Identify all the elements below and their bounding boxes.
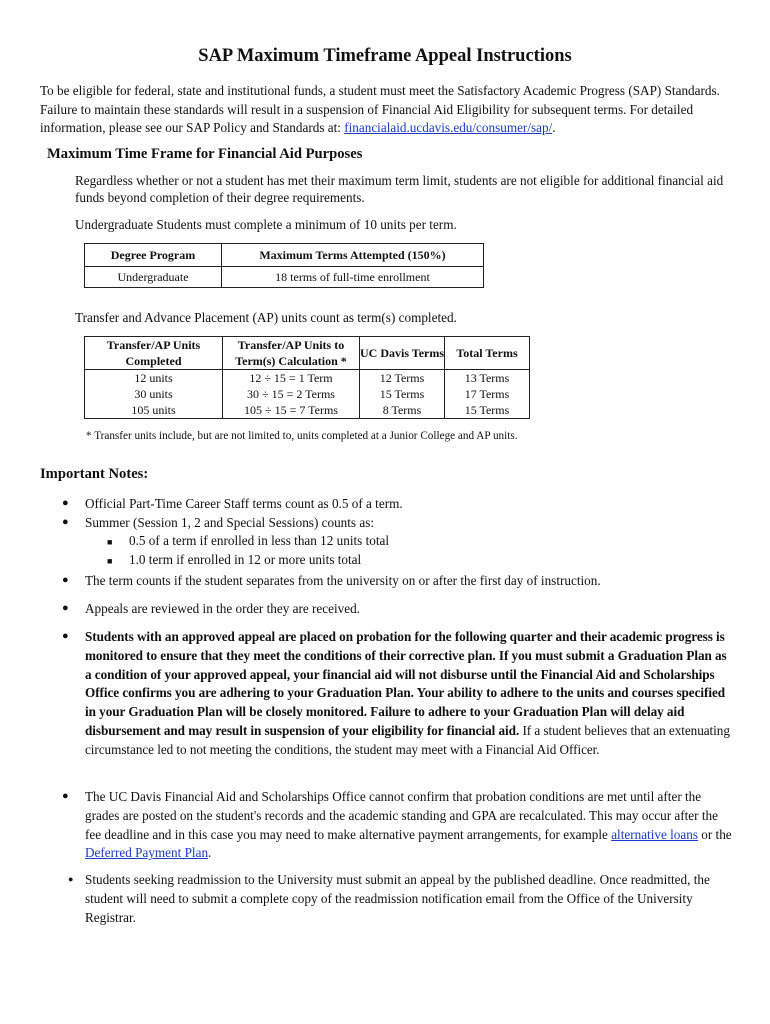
table-cell: 30 units	[85, 386, 223, 402]
bullet-icon: ●	[62, 497, 69, 509]
note-summer-sub-2: 1.0 term if enrolled in 12 or more units total	[129, 552, 362, 567]
table-cell: 12 ÷ 15 = 1 Term	[223, 370, 360, 387]
table-header: Degree Program	[85, 244, 222, 267]
square-bullet-icon: ■	[107, 556, 113, 566]
intro-text: To be eligible for federal, state and institutional funds, a student must meet the Satisfactory Academic Progress (SAP) Standards. Failure to maintain these standards will result in a suspension of Financial Aid Eligibility for subsequent terms. For detailed information, please see our SAP Policy and Standards at:	[40, 83, 720, 136]
table-cell: 15 Terms	[445, 402, 530, 419]
section-paragraph-3: Transfer and Advance Placement (AP) units count as term(s) completed.	[75, 310, 457, 325]
table-cell: 15 Terms	[360, 386, 445, 402]
table-cell: 8 Terms	[360, 402, 445, 419]
bullet-icon: ●	[62, 790, 69, 802]
table-row	[85, 267, 484, 288]
transfer-units-table	[84, 336, 530, 419]
note-grades-posted	[85, 788, 735, 863]
intro-paragraph	[40, 82, 740, 138]
note-term-counts: The term counts if the student separates from the university on or after the first day of instruction.	[85, 573, 601, 588]
square-bullet-icon: ■	[107, 537, 113, 547]
table-cell: 12 units	[85, 370, 223, 387]
table-cell: 30 ÷ 15 = 2 Terms	[223, 386, 360, 402]
note-probation-rest: If a student believes that an extenuating circumstance led to not meeting the conditions, the student may meet with a Financial Aid Officer.	[85, 722, 730, 757]
table-header: Maximum Terms Attempted (150%)	[222, 244, 484, 267]
table-cell: 17 Terms	[445, 386, 530, 402]
note-grades-text: The UC Davis Financial Aid and Scholarships Office cannot confirm that probation conditions are met until after the grades are posted on the student's records and the academic standing and GPA are recalculated. This may occur after the fee deadline and in this case you may need to make alternative payment arrangements, for example	[85, 789, 718, 842]
transfer-footnote: * Transfer units include, but are not limited to, units completed at a Junior College and AP units.	[86, 430, 518, 442]
table-header-row	[85, 337, 530, 370]
section-paragraph-1: Regardless whether or not a student has met their maximum term limit, students are not eligible for additional financial aid funds beyond completion of their degree requirements.	[75, 173, 724, 205]
section-paragraph-2: Undergraduate Students must complete a minimum of 10 units per term.	[75, 217, 457, 232]
page-title: SAP Maximum Timeframe Appeal Instructions	[198, 46, 572, 66]
intro-suffix: .	[552, 120, 556, 136]
deferred-payment-plan-link[interactable]: Deferred Payment Plan	[85, 845, 209, 861]
table-cell: 105 units	[85, 402, 223, 419]
table-header: UC Davis Terms	[360, 337, 445, 370]
table-header: Total Terms	[445, 337, 530, 370]
max-terms-table	[84, 243, 484, 288]
note-appeals-order: Appeals are reviewed in the order they are received.	[85, 601, 360, 616]
table-header: Transfer/AP Units Completed	[85, 337, 223, 370]
table-row	[85, 402, 530, 419]
bullet-icon: ●	[62, 516, 69, 528]
table-cell: 13 Terms	[445, 370, 530, 387]
section-heading: Maximum Time Frame for Financial Aid Purposes	[47, 146, 363, 162]
table-cell: 105 ÷ 15 = 7 Terms	[223, 402, 360, 419]
note-probation	[85, 628, 735, 760]
table-header: Transfer/AP Units to Term(s) Calculation *	[223, 337, 360, 370]
table-cell: Undergraduate	[85, 267, 222, 288]
bullet-icon: ●	[62, 574, 69, 586]
sap-policy-link[interactable]: financialaid.ucdavis.edu/consumer/sap/	[344, 120, 553, 136]
note-summer-sub-1: 0.5 of a term if enrolled in less than 12 units total	[129, 533, 390, 548]
bullet-icon: ●	[68, 874, 74, 884]
bullet-icon: ●	[62, 630, 69, 642]
note-part-time: Official Part-Time Career Staff terms count as 0.5 of a term.	[85, 496, 403, 511]
note-readmission: Students seeking readmission to the University must submit an appeal by the published deadline. Once readmitted, the student will need to submit a complete copy of the readmission notification email from the Office of the University Registrar.	[85, 872, 710, 925]
note-summer: Summer (Session 1, 2 and Special Sessions) counts as:	[85, 515, 375, 530]
table-row	[85, 370, 530, 387]
table-header-row	[85, 244, 484, 267]
table-row	[85, 386, 530, 402]
bullet-icon: ●	[62, 602, 69, 614]
note-grades-end: .	[208, 845, 212, 861]
table-cell: 18 terms of full-time enrollment	[222, 267, 484, 288]
note-grades-mid: or the	[697, 826, 732, 842]
important-notes-heading: Important Notes:	[40, 466, 149, 482]
note-probation-bold: Students with an approved appeal are placed on probation for the following quarter and their academic progress is monitored to ensure that they meet the conditions of their corrective plan. If you must submit a Graduation Plan as a condition of your approved appeal, your financial aid will not disburse until the Financial Aid and Scholarships Office confirms you are adhering to your Graduation Plan. Your ability to adhere to the units and courses specified in your Graduation Plan will be closely monitored. Failure to adhere to your Graduation Plan will delay aid disbursement and may result in suspension of your eligibility for financial aid.	[85, 629, 727, 738]
table-cell: 12 Terms	[360, 370, 445, 387]
alternative-loans-link[interactable]: alternative loans	[611, 826, 698, 842]
